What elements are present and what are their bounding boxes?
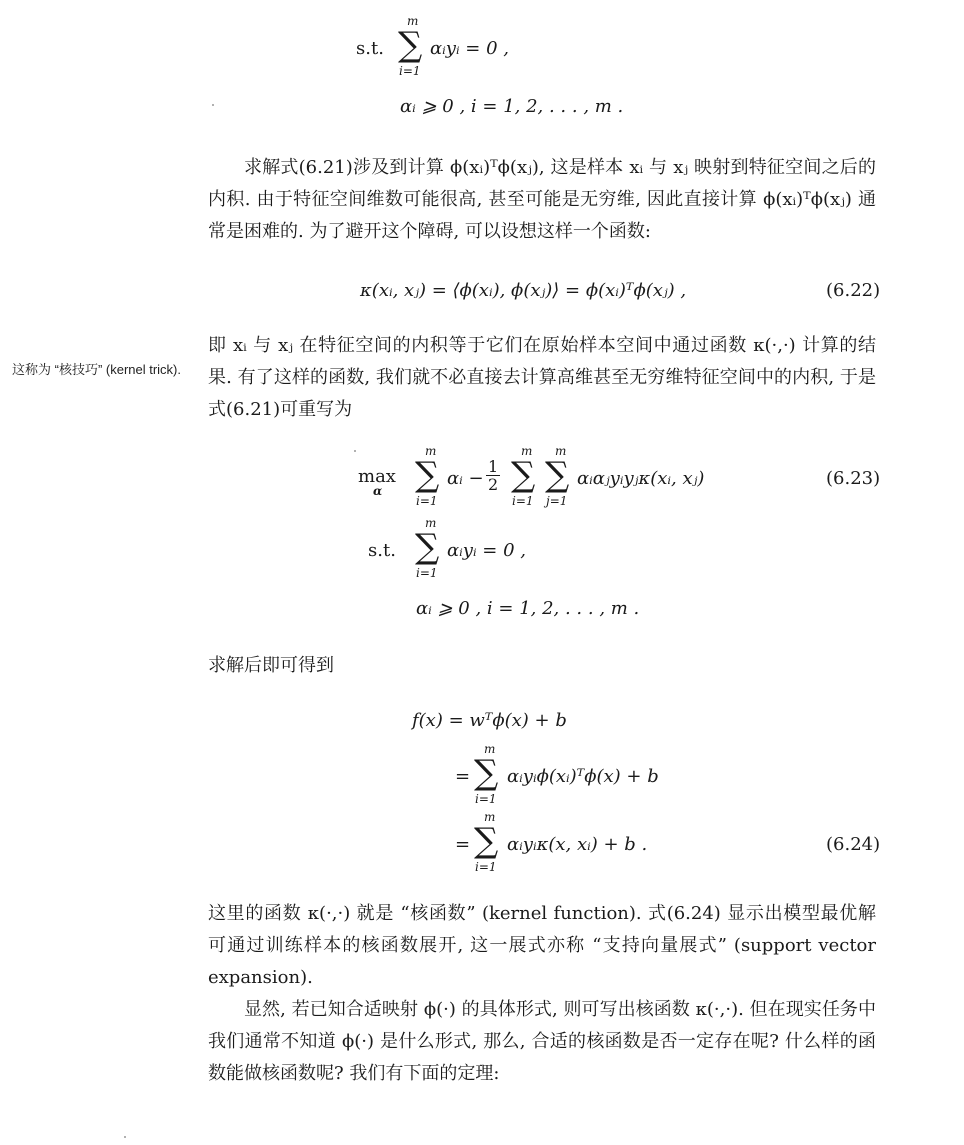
sum-symbol: ∑ <box>398 25 423 65</box>
equation-number-6-23: (6.23) <box>826 468 881 489</box>
half-numerator: 1 <box>488 457 499 476</box>
constraint-equality: αᵢyᵢ = 0 , <box>430 38 509 59</box>
sum-upper-limit: m <box>407 14 419 28</box>
scan-speck <box>212 104 214 106</box>
sum2-symbol: ∑ <box>511 455 536 495</box>
sum5-upper-limit: m <box>484 742 496 756</box>
sum6-upper-limit: m <box>484 810 496 824</box>
sum3-lower-limit: j=1 <box>546 494 568 508</box>
sum1-upper-limit: m <box>425 444 437 458</box>
sum6-symbol: ∑ <box>474 821 499 861</box>
sum3-symbol: ∑ <box>545 455 570 495</box>
equals-sign-line3: = <box>455 834 471 855</box>
sum6-lower-limit: i=1 <box>475 860 497 874</box>
sum3-upper-limit: m <box>555 444 567 458</box>
constraint-nonnegative: αᵢ ⩾ 0 , i = 1, 2, . . . , m . <box>400 96 624 117</box>
sum5-lower-limit: i=1 <box>475 792 497 806</box>
sum1-symbol: ∑ <box>415 455 440 495</box>
half-denominator: 2 <box>488 475 499 494</box>
scan-speck <box>354 450 356 452</box>
max-subscript: α <box>373 484 383 498</box>
paragraph-solution-intro: 求解后即可得到 <box>208 655 334 676</box>
sum5-symbol: ∑ <box>474 753 499 793</box>
paragraph-kernel-existence: 显然, 若已知合适映射 ϕ(·) 的具体形式, 则可写出核函数 κ(·,·). 但在现实任务中我们通常不知道 ϕ(·) 是什么形式, 那么, 合适的核函数是否一定存在呢? 什么样的函数能做核函数呢? 我们有下面的定理: <box>208 999 876 1084</box>
dual-term1: αᵢ − <box>447 468 484 489</box>
equation-number-6-22: (6.22) <box>826 280 881 301</box>
equals-sign-line2: = <box>455 766 471 787</box>
equation-6-24-line2: αᵢyᵢϕ(xᵢ)ᵀϕ(x) + b <box>507 766 659 787</box>
max-operator: max <box>358 466 396 487</box>
scan-speck <box>124 1136 126 1138</box>
margin-note-kernel-trick: 这称为 “核技巧” (kernel trick). <box>12 362 182 377</box>
constraint-st-label-2: s.t. <box>368 540 396 561</box>
sum1-lower-limit: i=1 <box>416 494 438 508</box>
paragraph-kernel-motivation: 求解式(6.21)涉及到计算 ϕ(xᵢ)ᵀϕ(xⱼ), 这是样本 xᵢ 与 xⱼ 映射到特征空间之后的内积. 由于特征空间维数可能很高, 甚至可能是无穷维, 因此直接计算 ϕ(xᵢ)ᵀϕ(xⱼ) 通常是困难的. 为了避开这个障碍, 可以设想这样一个函数: <box>208 157 876 242</box>
equation-number-6-24: (6.24) <box>826 834 881 855</box>
sum4-upper-limit: m <box>425 516 437 530</box>
paragraph-kernel-definition: 即 xᵢ 与 xⱼ 在特征空间的内积等于它们在原始样本空间中通过函数 κ(·,·) 计算的结果. 有了这样的函数, 我们就不必直接去计算高维甚至无穷维特征空间中的内积, 于是式(6.21)可重写为 <box>208 335 876 420</box>
paragraph-kernel-function: 这里的函数 κ(·,·) 就是 “核函数” (kernel function). 式(6.24) 显示出模型最优解可通过训练样本的核函数展开, 这一展式亦称 “支持向量展式” (support vector expansion). <box>208 903 876 988</box>
constraint-equality-2: αᵢyᵢ = 0 , <box>447 540 526 561</box>
equation-6-22: κ(xᵢ, xⱼ) = ⟨ϕ(xᵢ), ϕ(xⱼ)⟩ = ϕ(xᵢ)ᵀϕ(xⱼ) , <box>360 280 687 301</box>
constraint-nonnegative-2: αᵢ ⩾ 0 , i = 1, 2, . . . , m . <box>416 598 640 619</box>
half-fraction <box>486 458 500 493</box>
equation-6-24-line3: αᵢyᵢκ(x, xᵢ) + b . <box>507 834 648 855</box>
sum4-symbol: ∑ <box>415 527 440 567</box>
sum-lower-limit: i=1 <box>399 64 421 78</box>
constraint-st-label: s.t. <box>356 38 384 59</box>
sum2-lower-limit: i=1 <box>512 494 534 508</box>
dual-term2: αᵢαⱼyᵢyⱼκ(xᵢ, xⱼ) <box>577 468 705 489</box>
equation-6-24-line1: f(x) = wᵀϕ(x) + b <box>412 710 567 731</box>
sum2-upper-limit: m <box>521 444 533 458</box>
sum4-lower-limit: i=1 <box>416 566 438 580</box>
